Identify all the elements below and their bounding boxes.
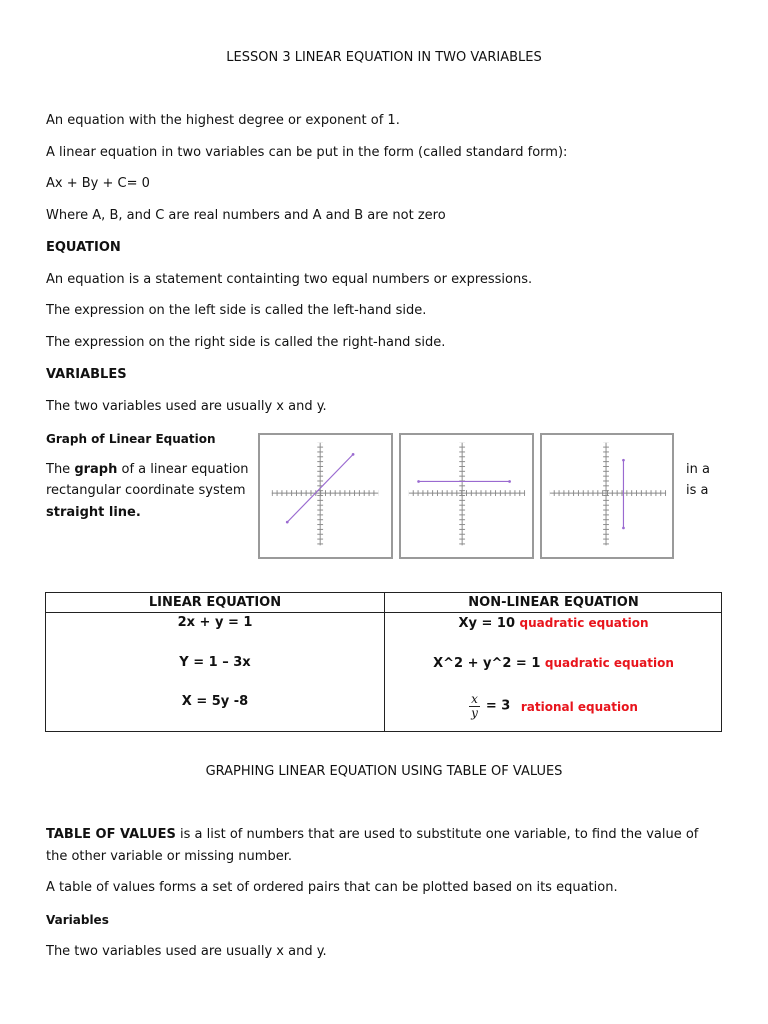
graph-text-1d: in a	[686, 462, 710, 477]
header-nonlinear: NON-LINEAR EQUATION	[468, 595, 639, 610]
linear-row-2: Y = 1 – 3x	[179, 655, 251, 670]
graph-horizontal-line	[399, 433, 534, 559]
variables-heading: VARIABLES	[46, 367, 127, 382]
graph-text-1c: of a linear equation	[117, 462, 249, 477]
nonlinear-row-2	[385, 655, 722, 672]
equation-line-3: The expression on the right side is called the right-hand side.	[46, 335, 446, 350]
graph-vertical-line	[540, 433, 674, 559]
intro-line-1: An equation with the highest degree or exponent of 1.	[46, 113, 400, 128]
graph-horizontal-svg	[401, 435, 532, 557]
graph-text-1b: graph	[74, 462, 118, 477]
nonlinear-note-1: quadratic equation	[519, 616, 649, 630]
intro-line-3: Where A, B, and C are real numbers and A and B are not zero	[46, 208, 446, 223]
fraction-x-over-y	[469, 693, 480, 720]
header-linear: LINEAR EQUATION	[148, 595, 282, 610]
linear-row-1: 2x + y = 1	[177, 615, 253, 630]
tov-term: TABLE OF VALUES	[46, 827, 176, 842]
nonlinear-note-3: rational equation	[520, 699, 638, 714]
graph-text-1a: The	[46, 462, 75, 477]
graph-diagonal-line	[258, 433, 393, 559]
tov-def-part-1: is a list of numbers that are used to substitute one variable, to find the value of	[175, 827, 699, 842]
graph-text-line-1	[46, 462, 249, 478]
tov-definition-line-1	[46, 827, 698, 843]
graph-text-2b: is a	[686, 483, 709, 498]
graph-text-3: straight line.	[46, 505, 141, 520]
nonlinear-eq-3: = 3	[485, 698, 511, 714]
nonlinear-eq-2: X^2 + y^2 = 1	[433, 656, 541, 671]
graphing-heading: GRAPHING LINEAR EQUATION USING TABLE OF VALUES	[205, 764, 563, 779]
graph-vertical-svg	[542, 435, 672, 557]
equation-line-1: An equation is a statement containting two equal numbers or expressions.	[46, 272, 533, 287]
variables-sub-line: The two variables used are usually x and y.	[46, 944, 327, 959]
equation-line-2: The expression on the left side is called the left-hand side.	[46, 303, 427, 318]
variables-line: The two variables used are usually x and y.	[46, 399, 327, 414]
intro-line-2: A linear equation in two variables can be put in the form (called standard form):	[46, 145, 568, 160]
graph-heading: Graph of Linear Equation	[46, 432, 216, 446]
nonlinear-note-2: quadratic equation	[544, 656, 674, 670]
linear-row-3: X = 5y -8	[181, 694, 249, 709]
nonlinear-row-1	[385, 615, 722, 632]
equation-heading: EQUATION	[46, 240, 121, 255]
nonlinear-eq-1: Xy = 10	[458, 616, 516, 631]
graph-diagonal-svg	[260, 435, 391, 557]
tov-definition-line-2: the other variable or missing number.	[46, 849, 292, 864]
table-header-divider	[46, 612, 721, 613]
fraction-numerator: x	[471, 692, 478, 706]
graph-text-2a: rectangular coordinate system	[46, 483, 246, 498]
standard-form: Ax + By + C= 0	[46, 176, 150, 191]
lesson-title: LESSON 3 LINEAR EQUATION IN TWO VARIABLES	[226, 50, 542, 65]
nonlinear-row-3	[385, 693, 722, 720]
variables-subheading: Variables	[46, 913, 109, 927]
tov-ordered-pairs-line: A table of values forms a set of ordered pairs that can be plotted based on its equation.	[46, 880, 618, 895]
fraction-denominator: y	[471, 706, 478, 720]
linear-nonlinear-table	[45, 592, 722, 732]
